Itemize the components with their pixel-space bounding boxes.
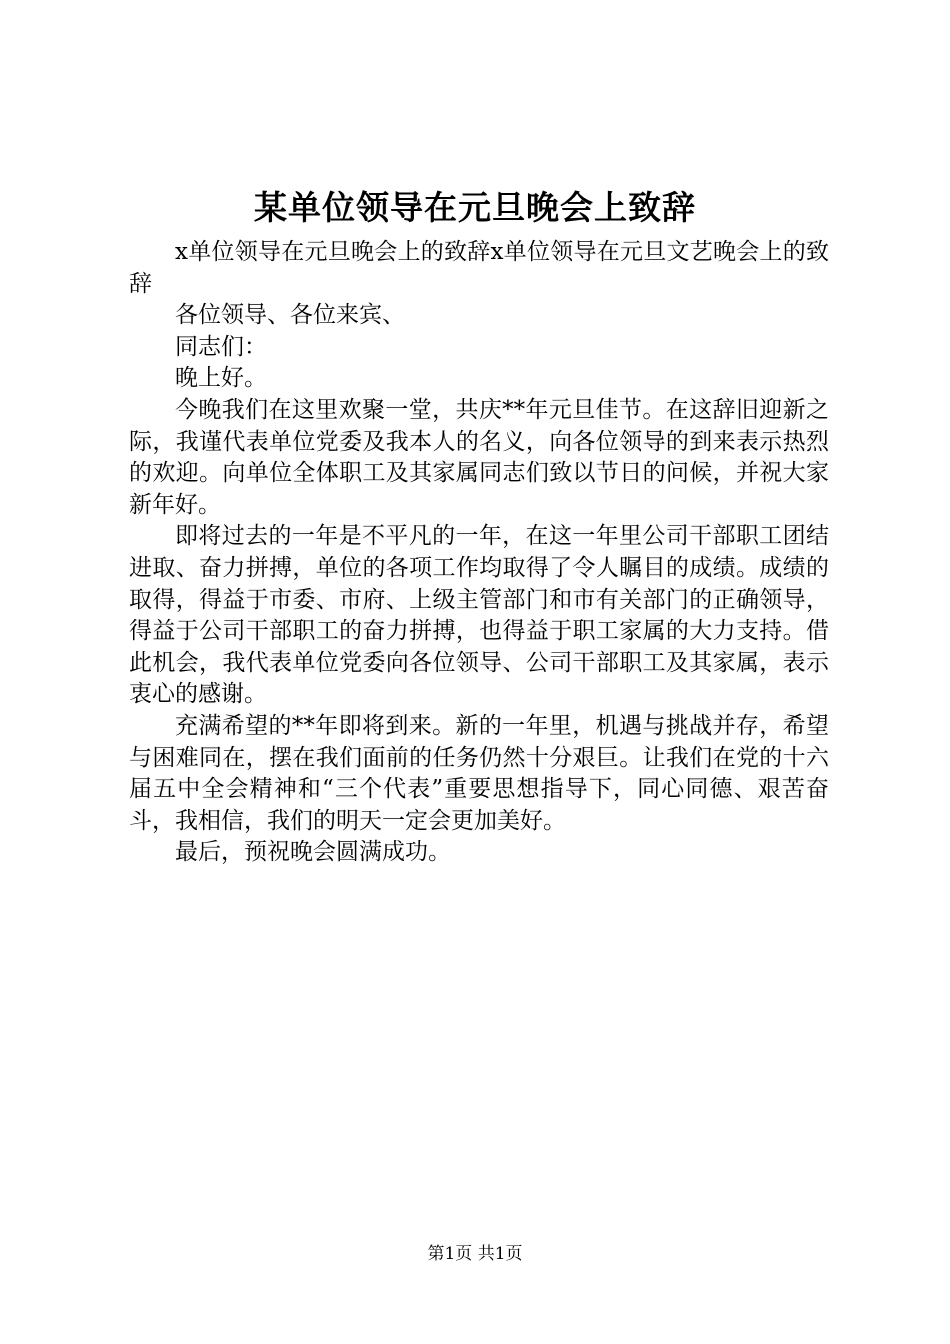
paragraph-review: 即将过去的一年是不平凡的一年，在这一年里公司干部职工团结进取、奋力拼搏，单位的各项工作均取得了令人瞩目的成绩。成绩的取得，得益于市委、市府、上级主管部门和市有关部门的正确领导，得益于公司干部职工的奋力拼搏，也得益于职工家属的大力支持。借此机会，我代表单位党委向各位领导、公司干部职工及其家属，表示衷心的感谢。 bbox=[129, 523, 829, 708]
document-body bbox=[129, 237, 829, 869]
paragraph-outlook: 充满希望的**年即将到来。新的一年里，机遇与挑战并存，希望与困难同在，摆在我们面前的任务仍然十分艰巨。让我们在党的十六届五中全会精神和“三个代表”重要思想指导下，同心同德、艰苦奋斗，我相信，我们的明天一定会更加美好。 bbox=[129, 712, 829, 834]
paragraph-welcome: 今晚我们在这里欢聚一堂，共庆**年元旦佳节。在这辞旧迎新之际，我谨代表单位党委及我本人的名义，向各位领导的到来表示热烈的欢迎。向单位全体职工及其家属同志们致以节日的问候，并祝大家新年好。 bbox=[129, 396, 829, 518]
paragraph-subtitle: x单位领导在元旦晚会上的致辞x单位领导在元旦文艺晚会上的致辞 bbox=[129, 239, 829, 297]
page-number-footer: 第1页 共1页 bbox=[427, 1244, 523, 1264]
paragraph-closing: 最后，预祝晚会圆满成功。 bbox=[175, 839, 451, 866]
paragraph-greeting-comrades: 同志们： bbox=[175, 333, 267, 360]
paragraph-greeting-guests: 各位领导、各位来宾、 bbox=[175, 302, 405, 329]
document-title: 某单位领导在元旦晚会上致辞 bbox=[254, 188, 696, 227]
paragraph-good-evening: 晚上好。 bbox=[175, 365, 267, 392]
